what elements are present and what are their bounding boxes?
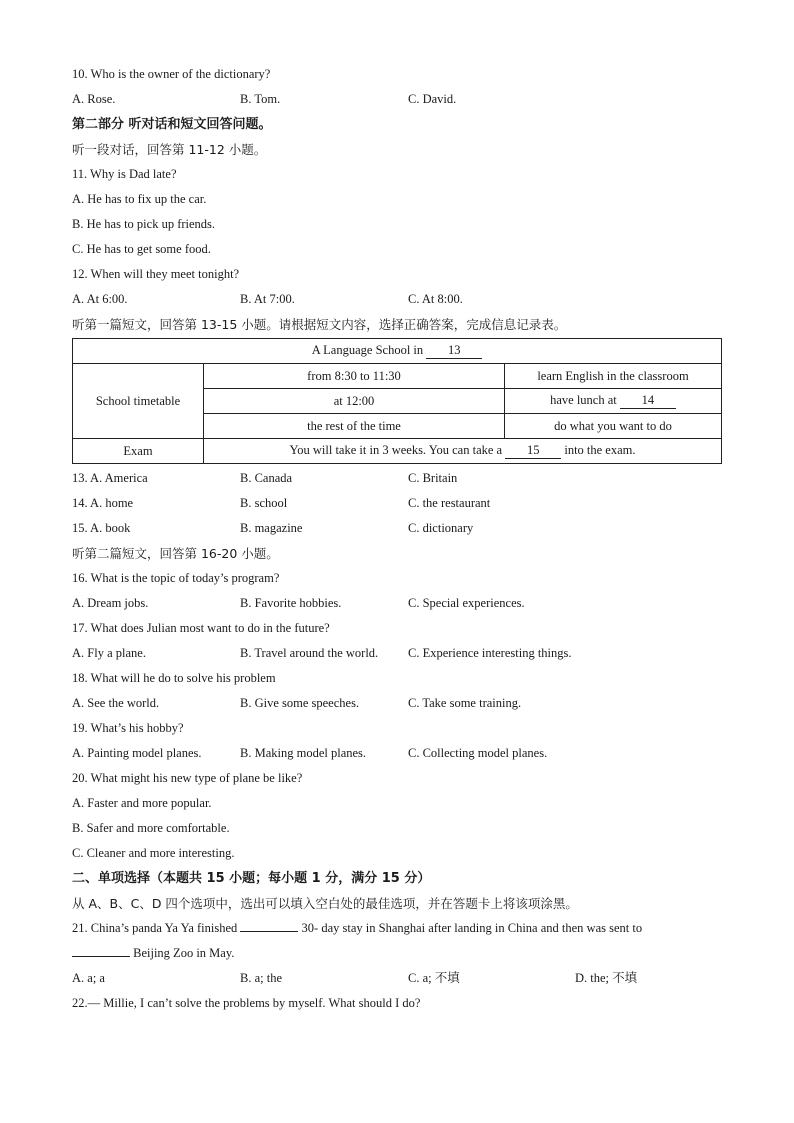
question-15-options bbox=[72, 516, 722, 541]
blank-14: 14 bbox=[620, 393, 676, 409]
exam-text-suffix: into the exam. bbox=[564, 443, 636, 457]
option-b: B. Travel around the world. bbox=[240, 646, 379, 660]
timetable-row1-time: from 8:30 to 11:30 bbox=[204, 364, 505, 389]
option-d: D. the; 不填 bbox=[575, 971, 638, 985]
option-c: C. Special experiences. bbox=[408, 596, 525, 610]
question-21-stem-line1 bbox=[72, 916, 722, 941]
option-c: C. dictionary bbox=[408, 521, 474, 535]
option-b: B. He has to pick up friends. bbox=[72, 217, 216, 231]
question-21-stem-line2 bbox=[72, 941, 722, 966]
timetable-row2-time: at 12:00 bbox=[204, 389, 505, 414]
option-a: 15. A. book bbox=[72, 521, 131, 535]
q21-stem-part2: 30- day stay in Shanghai after landing in China and then was sent to bbox=[301, 921, 643, 935]
question-10-options bbox=[72, 87, 722, 112]
option-b: B. school bbox=[240, 496, 288, 510]
question-12-stem: 12. When will they meet tonight? bbox=[72, 267, 240, 281]
option-c: C. Experience interesting things. bbox=[408, 646, 572, 660]
option-b: B. Give some speeches. bbox=[240, 696, 360, 710]
exam-label: Exam bbox=[73, 439, 204, 464]
timetable-row1-activity: learn English in the classroom bbox=[505, 364, 722, 389]
section2-instruction: 从 A、B、C、D 四个选项中，选出可以填入空白处的最佳选项，并在答题卡上将该项涂黑。 bbox=[72, 896, 578, 911]
passage1-instruction: 听第一篇短文，回答第 13-15 小题。请根据短文内容，选择正确答案，完成信息记录表。 bbox=[72, 317, 567, 332]
part2-heading: 第二部分 听对话和短文回答问题。 bbox=[72, 117, 272, 132]
question-10-stem: 10. Who is the owner of the dictionary? bbox=[72, 67, 271, 81]
option-c: C. David. bbox=[408, 92, 457, 106]
question-22-stem: 22.— Millie, I can’t solve the problems by myself. What should I do? bbox=[72, 996, 421, 1010]
option-a: A. At 6:00. bbox=[72, 292, 128, 306]
option-a: A. Painting model planes. bbox=[72, 746, 202, 760]
passage2-instruction: 听第二篇短文，回答第 16-20 小题。 bbox=[72, 546, 279, 561]
blank-line bbox=[240, 918, 298, 932]
dialog-instruction: 听一段对话，回答第 11-12 小题。 bbox=[72, 142, 267, 157]
question-17-stem: 17. What does Julian most want to do in the future? bbox=[72, 621, 330, 635]
option-a: 13. A. America bbox=[72, 471, 148, 485]
option-b: B. Safer and more comfortable. bbox=[72, 821, 230, 835]
question-20-stem: 20. What might his new type of plane be like? bbox=[72, 771, 303, 785]
info-record-table bbox=[72, 338, 722, 464]
question-19-options bbox=[72, 741, 722, 766]
question-17-options bbox=[72, 641, 722, 666]
exam-text bbox=[204, 439, 722, 464]
question-16-stem: 16. What is the topic of today’s program? bbox=[72, 571, 280, 585]
option-a: A. See the world. bbox=[72, 696, 160, 710]
option-b: B. Canada bbox=[240, 471, 293, 485]
option-b: B. a; the bbox=[240, 971, 283, 985]
table-title bbox=[73, 339, 722, 364]
option-a: A. a; a bbox=[72, 971, 105, 985]
option-b: B. At 7:00. bbox=[240, 292, 295, 306]
option-c: C. Britain bbox=[408, 471, 458, 485]
table-title-text: A Language School in bbox=[311, 343, 424, 357]
option-c: C. Take some training. bbox=[408, 696, 522, 710]
option-c: C. the restaurant bbox=[408, 496, 491, 510]
q21-stem-part1: 21. China’s panda Ya Ya finished bbox=[72, 921, 238, 935]
option-a: A. Fly a plane. bbox=[72, 646, 146, 660]
timetable-label: School timetable bbox=[73, 364, 204, 439]
question-21-options bbox=[72, 966, 722, 991]
q21-stem-part3: Beijing Zoo in May. bbox=[133, 946, 235, 960]
option-c: C. a; 不填 bbox=[408, 971, 460, 985]
blank-line bbox=[72, 943, 130, 957]
question-12-options bbox=[72, 287, 722, 312]
option-b: B. Tom. bbox=[240, 92, 281, 106]
question-13-options bbox=[72, 466, 722, 491]
option-c: C. At 8:00. bbox=[408, 292, 463, 306]
question-19-stem: 19. What’s his hobby? bbox=[72, 721, 184, 735]
question-18-options bbox=[72, 691, 722, 716]
timetable-row2-activity bbox=[505, 389, 722, 414]
option-c: C. Collecting model planes. bbox=[408, 746, 548, 760]
question-18-stem: 18. What will he do to solve his problem bbox=[72, 671, 276, 685]
blank-15: 15 bbox=[505, 443, 561, 459]
row2-activity-text: have lunch at bbox=[550, 393, 617, 407]
option-c: C. He has to get some food. bbox=[72, 242, 211, 256]
option-a: A. Rose. bbox=[72, 92, 116, 106]
option-a: A. Dream jobs. bbox=[72, 596, 149, 610]
timetable-row3-activity: do what you want to do bbox=[505, 414, 722, 439]
option-a: 14. A. home bbox=[72, 496, 134, 510]
section2-heading: 二、单项选择（本题共 15 小题；每小题 1 分，满分 15 分） bbox=[72, 871, 431, 886]
blank-13: 13 bbox=[426, 343, 482, 359]
option-a: A. Faster and more popular. bbox=[72, 796, 212, 810]
question-14-options bbox=[72, 491, 722, 516]
option-b: B. Making model planes. bbox=[240, 746, 367, 760]
exam-page bbox=[72, 62, 722, 1016]
question-16-options bbox=[72, 591, 722, 616]
option-c: C. Cleaner and more interesting. bbox=[72, 846, 235, 860]
option-b: B. magazine bbox=[240, 521, 303, 535]
timetable-row3-time: the rest of the time bbox=[204, 414, 505, 439]
question-11-stem: 11. Why is Dad late? bbox=[72, 167, 177, 181]
option-b: B. Favorite hobbies. bbox=[240, 596, 342, 610]
option-a: A. He has to fix up the car. bbox=[72, 192, 207, 206]
exam-text-prefix: You will take it in 3 weeks. You can take a bbox=[289, 443, 503, 457]
